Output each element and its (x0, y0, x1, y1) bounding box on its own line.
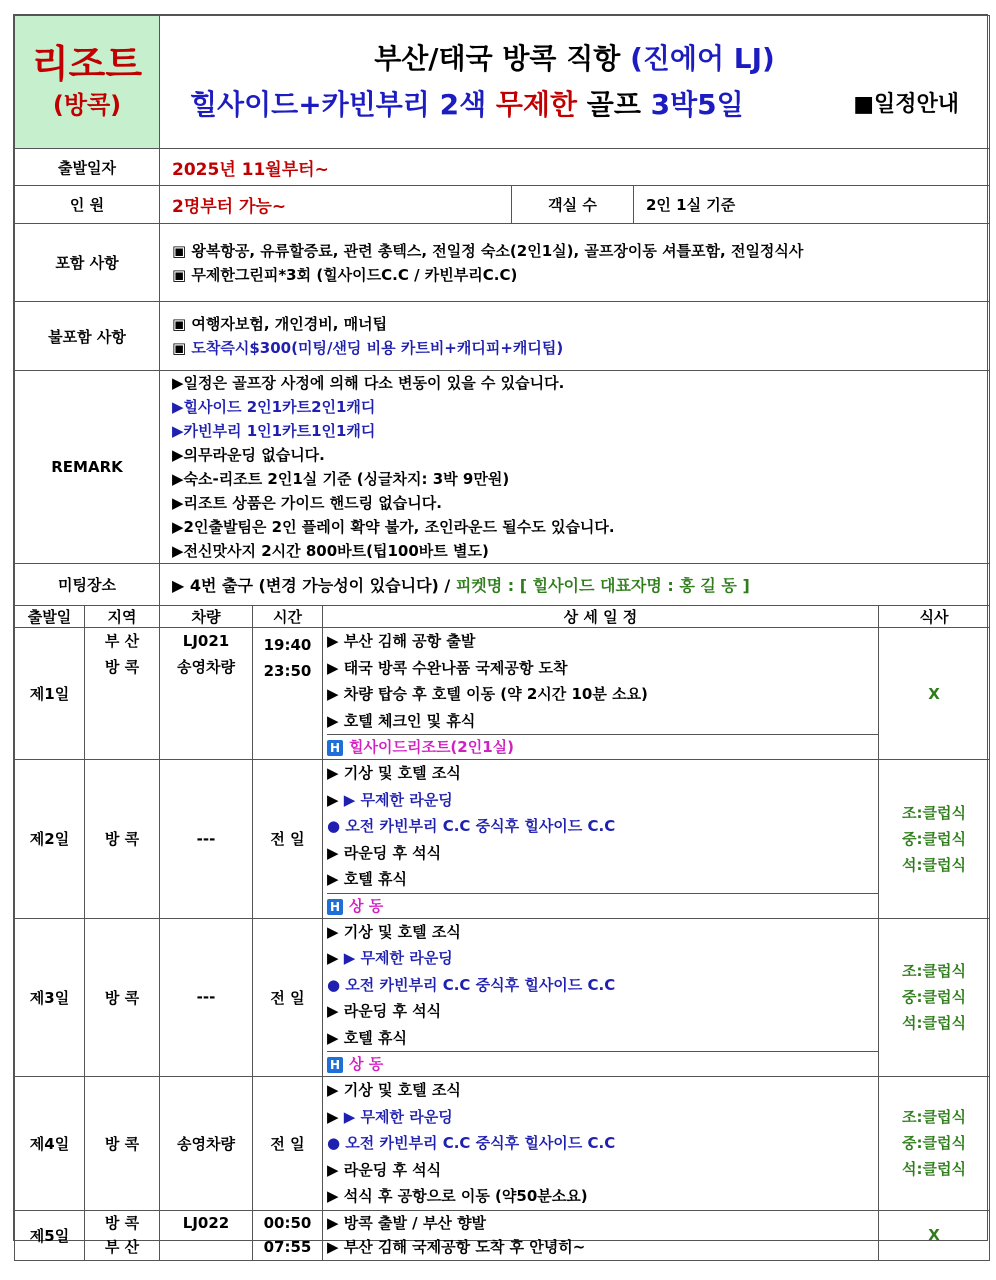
day-region (85, 1210, 160, 1260)
time-text: 19:40 (263, 636, 312, 654)
remark-item: ▶힐사이드 2인1카트2인1캐디 (172, 398, 376, 416)
day-meal (879, 1077, 990, 1211)
excluded-item (172, 336, 989, 360)
detail-line: ▶ 기상 및 호텔 조식 (327, 764, 461, 782)
detail-text: ▶ 무제한 라운딩 (343, 949, 453, 967)
col-header-time: 시간 (253, 606, 323, 628)
remark-item: ▶전신맛사지 2시간 800바트(팁100바트 별도) (172, 542, 489, 560)
hotel-icon: H (327, 1057, 343, 1073)
schedule-table (14, 605, 990, 1261)
meal-text: 중:클럽식 (902, 988, 966, 1007)
day-row (15, 1210, 990, 1260)
day-label: 제3일 (15, 918, 85, 1077)
detail-line: ▶ 방콕 출발 / 부산 향발 (327, 1214, 487, 1232)
hotel-name: 상 동 (349, 1055, 384, 1073)
meal-text: 석:클럽식 (902, 1014, 966, 1033)
detail-line: ● 오전 카빈부리 C.C 중식후 힐사이드 C.C (327, 1134, 616, 1152)
day-time (253, 628, 323, 760)
remark-item: ▶숙소-리조트 2인1실 기준 (싱글차지: 3박 9만원) (172, 470, 510, 488)
day-row (15, 1077, 990, 1211)
title-duration: 3박5일 (650, 88, 744, 121)
remark-item: ▶카빈부리 1인1카트1인1캐디 (172, 422, 376, 440)
day-meal (879, 760, 990, 919)
included-label: 포함 사항 (15, 224, 160, 302)
rooms-value: 2인 1실 기준 (634, 186, 990, 224)
region-text: 부 산 (104, 632, 140, 650)
time-text: 23:50 (263, 662, 312, 680)
meeting-place: ▶ 4번 출구 (변경 가능성이 있습니다) / (172, 576, 456, 595)
meeting-value (160, 564, 990, 606)
meal-text: 조:클럽식 (902, 962, 966, 981)
day-details (323, 1210, 879, 1260)
detail-line: ▶ 부산 김해 국제공항 도착 후 안녕히~ (327, 1238, 586, 1256)
meal-text: X (928, 1226, 940, 1244)
detail-line: ▶ 석식 후 공항으로 이동 (약50분소요) (327, 1187, 588, 1205)
remark-item: ▶리조트 상품은 가이드 핸드링 없습니다. (172, 494, 442, 512)
meal-text: 석:클럽식 (902, 855, 966, 874)
day-details (323, 760, 879, 919)
col-header-region: 지역 (85, 606, 160, 628)
hotel-name: 상 동 (349, 896, 384, 915)
vehicle-text: 송영차량 (177, 658, 235, 676)
day-row (15, 628, 990, 760)
meal-text: 중:클럽식 (902, 829, 966, 848)
departure-value: 2025년 11월부터~ (160, 149, 990, 186)
day-row (15, 760, 990, 919)
day-label: 제2일 (15, 760, 85, 919)
col-header-meal: 식사 (879, 606, 990, 628)
detail-text: ▶ 무제한 라운딩 (343, 790, 453, 809)
detail-line: ▶ 라운딩 후 석식 (327, 1002, 442, 1020)
day-time (253, 1210, 323, 1260)
remark-label: REMARK (15, 371, 160, 564)
included-list (160, 224, 990, 302)
meal-text: 조:클럽식 (902, 803, 966, 822)
detail-line: ▶ 부산 김해 공항 출발 (327, 632, 476, 650)
included-item: ▣ 왕복항공, 유류할증료, 관련 총텍스, 전일정 숙소(2인1실), 골프장이동 셔틀포함, 전일정식사 (172, 241, 804, 260)
title-airline: (진에어 LJ) (630, 42, 775, 75)
day-meal (879, 1210, 990, 1260)
detail-line: ▶ 차량 탑승 후 호텔 이동 (약 2시간 10분 소요) (327, 685, 648, 703)
day-time: 전 일 (253, 1077, 323, 1211)
resort-label: 리조트 (31, 42, 143, 86)
day-label: 제1일 (15, 628, 85, 760)
excluded-arrival-fee: 도착즉시$300(미팅/샌딩 비용 카트비+캐디피+캐디팁) (191, 339, 564, 357)
title-cell (160, 16, 990, 149)
day-label: 제5일 (15, 1210, 85, 1260)
excluded-item: ▣ 여행자보험, 개인경비, 매너팁 (172, 315, 388, 333)
excluded-list (160, 302, 990, 371)
title-line-1 (160, 36, 989, 82)
hotel-line (327, 1051, 878, 1076)
vehicle-text: LJ021 (182, 632, 230, 650)
hotel-line (327, 734, 878, 759)
hotel-line (327, 893, 878, 918)
included-item: ▣ 무제한그린피*3회 (힐사이드C.C / 카빈부리C.C) (172, 265, 518, 284)
detail-line: ▶ ▶ 무제한 라운딩 (327, 790, 453, 809)
hotel-icon: H (327, 899, 343, 915)
remark-item: ▶의무라운딩 없습니다. (172, 446, 325, 464)
day-vehicle: --- (160, 918, 253, 1077)
detail-line: ▶ 태국 방콕 수완나품 국제공항 도착 (327, 658, 568, 677)
detail-line: ▶ 기상 및 호텔 조식 (327, 922, 461, 941)
remark-item: ▶2인출발팀은 2인 플레이 확약 불가, 조인라운드 될수도 있습니다. (172, 518, 615, 536)
title-line-2 (160, 82, 989, 128)
day-meal (879, 628, 990, 760)
meal-text: 중:클럽식 (902, 1134, 966, 1153)
meeting-label: 미팅장소 (15, 564, 160, 606)
day-region: 방 콕 (85, 1077, 160, 1211)
detail-line: ▶ ▶ 무제한 라운딩 (327, 949, 453, 967)
col-header-details: 상 세 일 정 (323, 606, 879, 628)
col-header-vehicle: 차량 (160, 606, 253, 628)
day-vehicle (160, 628, 253, 760)
meal-text: 석:클럽식 (902, 1160, 966, 1179)
day-time: 전 일 (253, 760, 323, 919)
schedule-note: ■일정안내 (853, 92, 960, 117)
meal-text: X (928, 684, 940, 703)
day-vehicle: --- (160, 760, 253, 919)
time-text: 00:50 (263, 1214, 312, 1232)
day-label: 제4일 (15, 1077, 85, 1211)
detail-line: ▶ 호텔 체크인 및 휴식 (327, 711, 476, 730)
itinerary-sheet (13, 14, 988, 1256)
day-details (323, 628, 879, 760)
detail-line: ● 오전 카빈부리 C.C 중식후 힐사이드 C.C (327, 975, 616, 994)
day-vehicle: 송영차량 (160, 1077, 253, 1211)
detail-line: ▶ 라운딩 후 석식 (327, 843, 442, 862)
region-text: 방 콕 (104, 1214, 140, 1232)
day-region: 방 콕 (85, 760, 160, 919)
excluded-box: ▣ (172, 339, 192, 357)
region-label: (방콕) (52, 91, 122, 119)
day-row (15, 918, 990, 1077)
title-courses: 힐사이드+카빈부리 2색 (190, 88, 496, 121)
detail-line: ● 오전 카빈부리 C.C 중식후 힐사이드 C.C (327, 817, 616, 835)
hotel-name: 힐사이드리조트(2인1실) (349, 738, 514, 756)
title-golf: 골프 (577, 88, 651, 121)
resort-badge (15, 16, 160, 149)
col-header-day: 출발일 (15, 606, 85, 628)
rooms-label: 객실 수 (512, 186, 634, 224)
meal-text: 조:클럽식 (902, 1108, 966, 1127)
hotel-icon: H (327, 740, 343, 756)
departure-label: 출발일자 (15, 149, 160, 186)
title-route: 부산/태국 방콕 직항 (374, 42, 631, 75)
day-region (85, 628, 160, 760)
people-label: 인 원 (15, 186, 160, 224)
day-meal (879, 918, 990, 1077)
detail-line: ▶ 호텔 휴식 (327, 1028, 407, 1047)
people-value: 2명부터 가능~ (160, 186, 512, 224)
remark-item: ▶일정은 골프장 사정에 의해 다소 변동이 있을 수 있습니다. (172, 374, 565, 392)
time-text: 07:55 (263, 1238, 312, 1256)
detail-line: ▶ ▶ 무제한 라운딩 (327, 1107, 453, 1126)
info-table (14, 15, 990, 606)
meeting-picket: 피켓명 : [ 힐사이드 대표자명 : 홍 길 동 ] (455, 576, 750, 595)
detail-text: ▶ 무제한 라운딩 (343, 1107, 453, 1126)
region-text: 방 콕 (104, 658, 140, 676)
detail-line: ▶ 호텔 휴식 (327, 870, 407, 888)
day-vehicle: LJ022 (160, 1210, 253, 1260)
day-time: 전 일 (253, 918, 323, 1077)
remark-list (160, 371, 990, 564)
title-unlimited: 무제한 (495, 88, 578, 121)
detail-line: ▶ 라운딩 후 석식 (327, 1160, 442, 1179)
region-text: 부 산 (104, 1238, 140, 1256)
day-region: 방 콕 (85, 918, 160, 1077)
day-details (323, 918, 879, 1077)
detail-line: ▶ 기상 및 호텔 조식 (327, 1081, 461, 1099)
excluded-label: 불포함 사항 (15, 302, 160, 371)
day-details (323, 1077, 879, 1211)
